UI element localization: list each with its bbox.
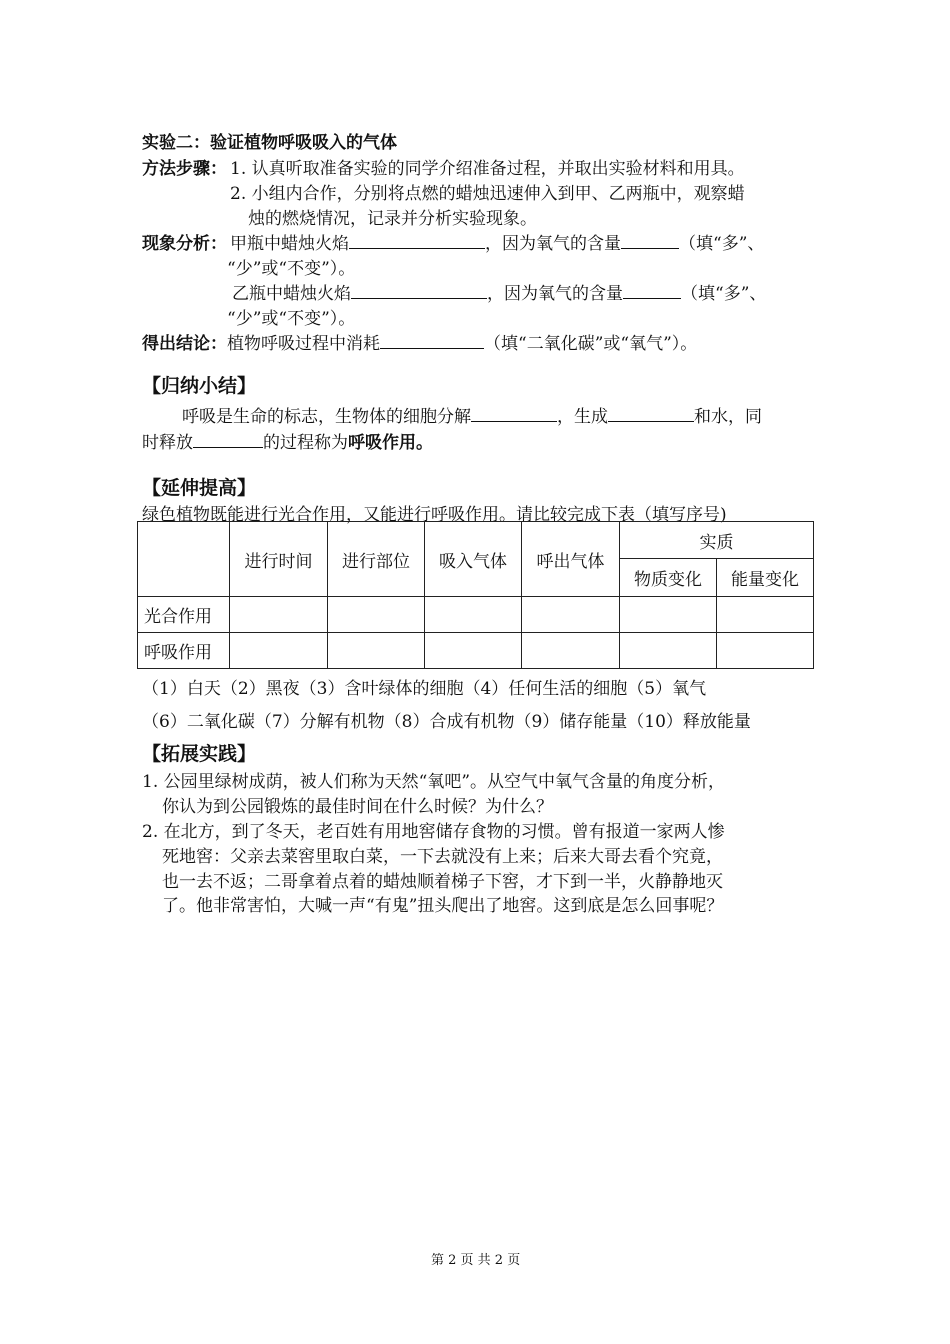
extend-heading: 【延伸提高】 [142, 477, 257, 499]
fill-blank[interactable] [351, 283, 487, 299]
jia-bottle-line: 甲瓶中蜡烛火焰 ，因为氧气的含量 （填“多”、 [230, 234, 765, 254]
table-cell[interactable] [620, 633, 717, 669]
comparison-table [137, 521, 814, 669]
yi-bottle-line-cont: “少”或“不变”）。 [227, 309, 356, 329]
table-cell[interactable] [717, 633, 814, 669]
experiment-title: 实验二：验证植物呼吸吸入的气体 [142, 133, 397, 153]
practice-heading: 【拓展实践】 [142, 743, 257, 765]
table-cell[interactable] [230, 597, 328, 633]
table-corner-cell [138, 522, 230, 597]
fill-blank[interactable] [608, 406, 694, 422]
header-matter-change: 物质变化 [620, 559, 717, 597]
table-cell[interactable] [425, 633, 522, 669]
fill-blank[interactable] [621, 233, 679, 249]
phenomenon-label: 现象分析： [142, 234, 227, 254]
header-time: 进行时间 [230, 522, 328, 597]
method-step-1: 1. 认真听取准备实验的同学介绍准备过程，并取出实验材料和用具。 [230, 159, 745, 179]
yi-bottle-line: 乙瓶中蜡烛火焰 ，因为氧气的含量 （填“多”、 [232, 284, 767, 304]
table-cell[interactable] [328, 633, 425, 669]
header-gas-in: 吸入气体 [425, 522, 522, 597]
practice-q2-cont-1: 死地窖：父亲去菜窖里取白菜，一下去就没有上来；后来大哥去看个究竟， [162, 847, 723, 867]
header-gas-out: 呼出气体 [522, 522, 620, 597]
practice-q2-cont-3: 了。他非常害怕，大喊一声“有鬼”扭头爬出了地窖。这到底是怎么回事呢？ [162, 896, 724, 916]
table-cell[interactable] [522, 633, 620, 669]
fill-blank[interactable] [380, 333, 484, 349]
method-label: 方法步骤： [142, 159, 227, 179]
summary-line-2: 时释放 的过程称为呼吸作用。 [142, 433, 433, 453]
fill-blank[interactable] [349, 233, 485, 249]
row-label-respiration: 呼吸作用 [138, 633, 230, 669]
fill-blank[interactable] [471, 406, 557, 422]
options-line-2: （6）二氧化碳（7）分解有机物（8）合成有机物（9）储存能量（10）释放能量 [142, 712, 751, 732]
fill-blank[interactable] [623, 283, 681, 299]
summary-heading: 【归纳小结】 [142, 375, 257, 397]
table-cell[interactable] [328, 597, 425, 633]
page-number: 第 2 页 共 2 页 [431, 1253, 521, 1268]
practice-q2: 2. 在北方，到了冬天，老百姓有用地窖储存食物的习惯。曾有报道一家两人惨 [142, 822, 725, 842]
method-step-2-cont: 烛的燃烧情况，记录并分析实验现象。 [248, 209, 537, 229]
header-location: 进行部位 [328, 522, 425, 597]
table-cell[interactable] [522, 597, 620, 633]
practice-q1-cont: 你认为到公园锻炼的最佳时间在什么时候？为什么？ [162, 797, 553, 817]
options-line-1: （1）白天（2）黑夜（3）含叶绿体的细胞（4）任何生活的细胞（5）氧气 [142, 679, 707, 699]
practice-q1: 1. 公园里绿树成荫，被人们称为天然“氧吧”。从空气中氧气含量的角度分析， [142, 772, 726, 792]
extend-intro: 绿色植物既能进行光合作用，又能进行呼吸作用。请比较完成下表（填写序号) [142, 505, 727, 525]
table-cell[interactable] [620, 597, 717, 633]
table-cell[interactable] [425, 597, 522, 633]
header-energy-change: 能量变化 [717, 559, 814, 597]
header-essence: 实质 [620, 522, 814, 559]
table-cell[interactable] [230, 633, 328, 669]
jia-bottle-line-cont: “少”或“不变”）。 [227, 259, 356, 279]
table-row [138, 633, 814, 669]
practice-q2-cont-2: 也一去不返；二哥拿着点着的蜡烛顺着梯子下窖，才下到一半，火静静地灭 [162, 872, 723, 892]
row-label-photosynthesis: 光合作用 [138, 597, 230, 633]
fill-blank[interactable] [193, 432, 263, 448]
summary-line-1: 呼吸是生命的标志，生物体的细胞分解 ，生成 和水，同 [182, 407, 762, 427]
conclusion-line: 得出结论：植物呼吸过程中消耗 （填“二氧化碳”或“氧气”）。 [142, 334, 698, 354]
table-cell[interactable] [717, 597, 814, 633]
table-row [138, 597, 814, 633]
method-step-2: 2. 小组内合作，分别将点燃的蜡烛迅速伸入到甲、乙两瓶中，观察蜡 [230, 184, 745, 204]
